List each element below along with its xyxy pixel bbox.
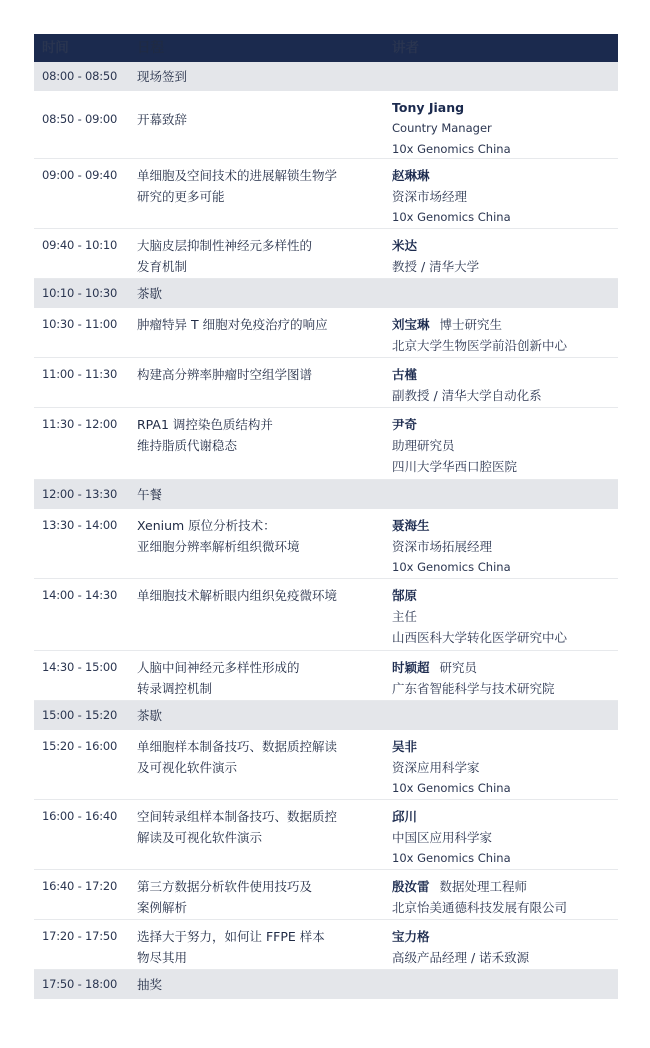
row-title bbox=[129, 974, 382, 995]
row-title bbox=[129, 283, 382, 304]
row-speaker bbox=[382, 229, 618, 277]
speaker-name-line bbox=[392, 806, 618, 827]
speaker-affiliation: 助理研究员 bbox=[392, 438, 455, 453]
header-time: 时间 bbox=[42, 39, 69, 56]
title-line: 物尽其用 bbox=[137, 950, 188, 965]
speaker-name: 时颖超 bbox=[392, 660, 430, 675]
speaker-title: 博士研究生 bbox=[439, 317, 503, 332]
session-row bbox=[34, 730, 618, 800]
row-title bbox=[129, 408, 382, 456]
row-time: 16:00 - 16:40 bbox=[42, 809, 118, 823]
row-title bbox=[129, 651, 382, 699]
title-line: 肿瘤特异 T 细胞对免疫治疗的响应 bbox=[137, 317, 328, 332]
row-title bbox=[129, 920, 382, 968]
speaker-affiliation: 高级产品经理 / 诺禾致源 bbox=[392, 950, 530, 965]
title-line: 人脑中间神经元多样性形成的 bbox=[137, 660, 300, 675]
speaker-affiliation: 北京大学生物医学前沿创新中心 bbox=[392, 338, 568, 353]
row-speaker bbox=[382, 308, 618, 356]
row-title bbox=[129, 800, 382, 848]
row-speaker bbox=[382, 651, 618, 699]
session-row bbox=[34, 159, 618, 229]
break-row bbox=[34, 279, 618, 308]
speaker-name-line bbox=[392, 364, 618, 385]
row-speaker bbox=[382, 408, 618, 477]
session-row bbox=[34, 800, 618, 870]
speaker-affiliation: 北京怡美通德科技发展有限公司 bbox=[392, 900, 568, 915]
speaker-affiliation: 主任 bbox=[392, 609, 418, 624]
row-title bbox=[129, 509, 382, 557]
speaker-affiliation: 中国区应用科学家 bbox=[392, 830, 493, 845]
speaker-affiliation: 10x Genomics China bbox=[392, 142, 511, 156]
title-line: RPA1 调控染色质结构并 bbox=[137, 417, 273, 432]
speaker-affiliation: 山西医科大学转化医学研究中心 bbox=[392, 630, 568, 645]
title-line: 及可视化软件演示 bbox=[137, 760, 238, 775]
row-title bbox=[129, 870, 382, 918]
speaker-affiliation: 资深市场拓展经理 bbox=[392, 539, 493, 554]
title-line: 亚细胞分辨率解析组织微环境 bbox=[137, 539, 300, 554]
title-line: 构建高分辨率肿瘤时空组学图谱 bbox=[137, 367, 313, 382]
session-row bbox=[34, 91, 618, 159]
row-title bbox=[129, 91, 382, 130]
speaker-name: 刘宝琳 bbox=[392, 317, 430, 332]
speaker-name: 聂海生 bbox=[392, 518, 430, 533]
speaker-name-line bbox=[392, 165, 618, 186]
title-line: 开幕致辞 bbox=[137, 112, 188, 127]
speaker-affiliation: 副教授 / 清华大学自动化系 bbox=[392, 388, 542, 403]
session-row bbox=[34, 920, 618, 970]
session-row bbox=[34, 229, 618, 279]
speaker-name-line bbox=[392, 235, 618, 256]
speaker-name-line bbox=[392, 876, 618, 897]
speaker-affiliation: 资深应用科学家 bbox=[392, 760, 480, 775]
speaker-name: 尹奇 bbox=[392, 417, 418, 432]
row-time: 11:30 - 12:00 bbox=[42, 417, 118, 431]
speaker-name: 邱川 bbox=[392, 809, 418, 824]
row-time: 14:30 - 15:00 bbox=[42, 660, 118, 674]
row-speaker bbox=[382, 509, 618, 578]
title-line: 午餐 bbox=[137, 487, 163, 502]
title-line: 单细胞及空间技术的进展解锁生物学 bbox=[137, 168, 338, 183]
speaker-name-line bbox=[392, 926, 618, 947]
session-row bbox=[34, 579, 618, 651]
table-header bbox=[34, 34, 618, 62]
speaker-name: 古槿 bbox=[392, 367, 418, 382]
title-line: 选择大于努力，如何让 FFPE 样本 bbox=[137, 929, 325, 944]
speaker-name: 赵琳琳 bbox=[392, 168, 430, 183]
title-line: 案例解析 bbox=[137, 900, 188, 915]
speaker-affiliation: 10x Genomics China bbox=[392, 851, 511, 865]
break-row bbox=[34, 970, 618, 999]
speaker-name: 吴非 bbox=[392, 739, 418, 754]
speaker-name: Tony Jiang bbox=[392, 100, 465, 115]
row-time: 14:00 - 14:30 bbox=[42, 588, 118, 602]
speaker-affiliation: 教授 / 清华大学 bbox=[392, 259, 480, 274]
title-line: 发育机制 bbox=[137, 259, 188, 274]
row-speaker bbox=[382, 91, 618, 160]
speaker-name-line bbox=[392, 736, 618, 757]
speaker-title: 研究员 bbox=[439, 660, 478, 675]
row-time: 08:00 - 08:50 bbox=[42, 69, 118, 83]
break-row bbox=[34, 62, 618, 91]
session-row bbox=[34, 870, 618, 920]
session-row bbox=[34, 308, 618, 358]
session-row bbox=[34, 358, 618, 408]
speaker-title: 数据处理工程师 bbox=[439, 879, 528, 894]
row-time: 15:20 - 16:00 bbox=[42, 739, 118, 753]
title-line: 单细胞样本制备技巧、数据质控解读 bbox=[137, 739, 338, 754]
speaker-name: 郜原 bbox=[392, 588, 418, 603]
speaker-affiliation: Country Manager bbox=[392, 121, 492, 135]
title-line: 转录调控机制 bbox=[137, 681, 213, 696]
agenda-rows bbox=[34, 62, 618, 999]
break-row bbox=[34, 480, 618, 509]
row-speaker bbox=[382, 870, 618, 918]
title-line: 单细胞技术解析眼内组织免疫微环境 bbox=[137, 588, 338, 603]
row-speaker bbox=[382, 579, 618, 648]
row-time: 16:40 - 17:20 bbox=[42, 879, 118, 893]
row-speaker bbox=[382, 159, 618, 228]
row-speaker bbox=[382, 358, 618, 406]
row-time: 12:00 - 13:30 bbox=[42, 487, 118, 501]
speaker-affiliation: 10x Genomics China bbox=[392, 781, 511, 795]
title-line: 第三方数据分析软件使用技巧及 bbox=[137, 879, 313, 894]
speaker-name-line bbox=[392, 657, 618, 678]
speaker-affiliation: 10x Genomics China bbox=[392, 560, 511, 574]
speaker-name-line bbox=[392, 414, 618, 435]
speaker-name-line bbox=[392, 97, 618, 118]
row-time: 13:30 - 14:00 bbox=[42, 518, 118, 532]
row-time: 08:50 - 09:00 bbox=[42, 112, 118, 126]
row-title bbox=[129, 159, 382, 207]
speaker-affiliation: 资深市场经理 bbox=[392, 189, 468, 204]
row-title bbox=[129, 705, 382, 726]
title-line: 抽奖 bbox=[137, 977, 163, 992]
row-title bbox=[129, 730, 382, 778]
row-speaker bbox=[382, 920, 618, 968]
break-row bbox=[34, 701, 618, 730]
title-line: 茶歇 bbox=[137, 708, 163, 723]
row-title bbox=[129, 308, 382, 335]
speaker-affiliation: 10x Genomics China bbox=[392, 210, 511, 224]
agenda-table bbox=[34, 34, 618, 999]
row-time: 15:00 - 15:20 bbox=[42, 708, 118, 722]
row-title bbox=[129, 358, 382, 385]
row-time: 09:40 - 10:10 bbox=[42, 238, 118, 252]
session-row bbox=[34, 509, 618, 579]
row-speaker bbox=[382, 730, 618, 799]
speaker-affiliation: 广东省智能科学与技术研究院 bbox=[392, 681, 555, 696]
title-line: 现场签到 bbox=[137, 69, 188, 84]
session-row bbox=[34, 651, 618, 701]
row-time: 10:30 - 11:00 bbox=[42, 317, 118, 331]
header-speaker: 讲者 bbox=[392, 39, 419, 56]
title-line: Xenium 原位分析技术： bbox=[137, 518, 276, 533]
title-line: 维持脂质代谢稳态 bbox=[137, 438, 238, 453]
speaker-name-line bbox=[392, 585, 618, 606]
session-row bbox=[34, 408, 618, 480]
title-line: 大脑皮层抑制性神经元多样性的 bbox=[137, 238, 313, 253]
row-title bbox=[129, 579, 382, 606]
row-title bbox=[129, 484, 382, 505]
speaker-name: 殷汝雷 bbox=[392, 879, 430, 894]
row-time: 17:20 - 17:50 bbox=[42, 929, 118, 943]
row-title bbox=[129, 66, 382, 87]
title-line: 茶歇 bbox=[137, 286, 163, 301]
speaker-name-line bbox=[392, 515, 618, 536]
speaker-name-line bbox=[392, 314, 618, 335]
speaker-name: 米达 bbox=[392, 238, 418, 253]
title-line: 研究的更多可能 bbox=[137, 189, 225, 204]
row-time: 17:50 - 18:00 bbox=[42, 977, 118, 991]
title-line: 空间转录组样本制备技巧、数据质控 bbox=[137, 809, 338, 824]
speaker-affiliation: 四川大学华西口腔医院 bbox=[392, 459, 518, 474]
row-title bbox=[129, 229, 382, 277]
row-speaker bbox=[382, 800, 618, 869]
row-time: 11:00 - 11:30 bbox=[42, 367, 118, 381]
row-time: 09:00 - 09:40 bbox=[42, 168, 118, 182]
title-line: 解读及可视化软件演示 bbox=[137, 830, 263, 845]
header-schedule: 日程 bbox=[137, 39, 164, 56]
speaker-name: 宝力格 bbox=[392, 929, 430, 944]
row-time: 10:10 - 10:30 bbox=[42, 286, 118, 300]
